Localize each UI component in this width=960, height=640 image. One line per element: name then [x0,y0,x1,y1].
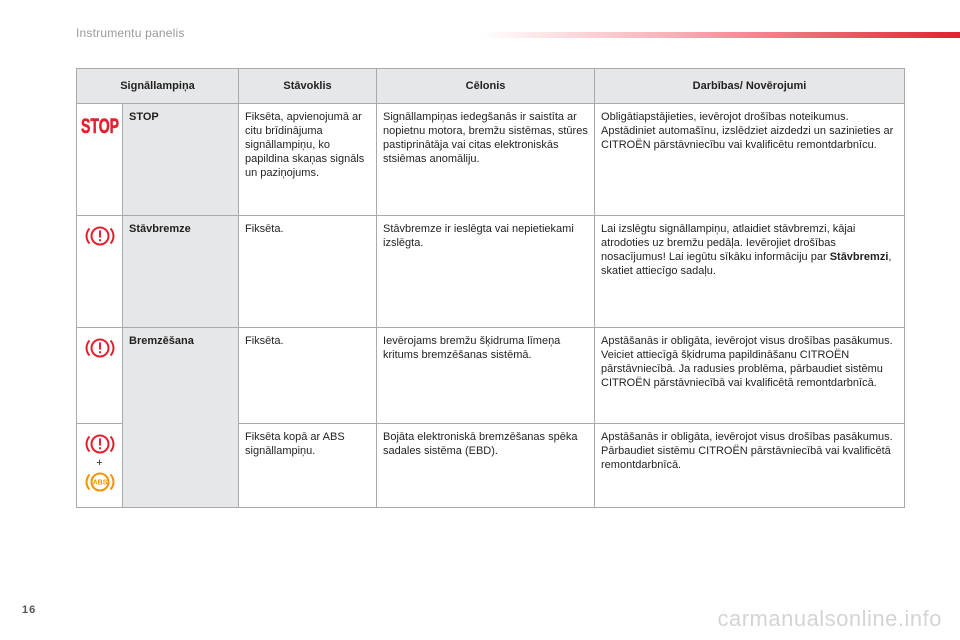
state-cell: Fiksēta, apvienojumā ar citu brīdinājuma signāllampiņu, ko papildina skaņas signāls un paziņojums. [239,104,377,216]
abs-warning-icon [85,470,115,494]
abs-icon-text: ABS [92,479,107,487]
lamp-name: Bremzēšana [123,328,239,508]
header-accent-bar [480,32,960,38]
icon-cell [77,216,123,328]
table-header-row [77,69,905,104]
action-cell [595,216,905,328]
column-header-action: Darbības/ Novērojumi [595,69,905,104]
icon-cell [77,328,123,424]
table-row [77,104,905,216]
warning-lights-table [76,68,905,508]
watermark: carmanualsonline.info [717,606,942,631]
table-row [77,328,905,424]
state-cell: Fiksēta. [239,328,377,424]
lamp-name: Stāvbremze [123,216,239,328]
action-reference-bold: Stāvbremzi [829,251,889,263]
icon-cell [77,424,123,508]
state-cell: Fiksēta. [239,216,377,328]
action-cell: Apstāšanās ir obligāta, ievērojot visus drošības pasākumus. Veiciet attiecīgā šķidruma papildināšanu CITROËN pārstāvniecībā. Ja radusies problēma, pārbaudiet sistēmu CITROËN pārstāvniecībā vai kvalificētā remontdarbnīcā. [595,328,905,424]
icon-cell [77,104,123,216]
cause-cell: Signāllampiņas iedegšanās ir saistīta ar nopietnu motora, bremžu sistēmas, stūres pastiprinātāja vai citas elektroniskās stsiēmas anomāliju. [377,104,595,216]
action-cell: Apstāšanās ir obligāta, ievērojot visus drošības pasākumus. Pārbaudiet sistēmu CITROËN pārstāvniecībā vai kvalificētā remontdarbnīcā. [595,424,905,508]
column-header-state: Stāvoklis [239,69,377,104]
cause-cell: Bojāta elektroniskā bremzēšanas spēka sadales sistēma (EBD). [377,424,595,508]
action-text-end: , skatiet attiecīgo sadaļu. [601,251,892,277]
table-row [77,216,905,328]
column-header-lamp: Signāllampiņa [77,69,239,104]
cause-cell: Ievērojams bremžu šķidruma līmeņa kritums bremzēšanas sistēmā. [377,328,595,424]
stop-icon-text: STOP [80,115,119,138]
page-number: 16 [22,604,37,616]
cause-cell: Stāvbremze ir ieslēgta vai nepietiekami izslēgta. [377,216,595,328]
action-cell: Obligātiapstājieties, ievērojot drošības noteikumus. Apstādiniet automašīnu, izslēdziet aizdedzi un sazinieties ar CITROËN pārstāvniecību vai kvalificētu remontdarbnīcu. [595,104,905,216]
brake-warning-icon [85,224,115,248]
lamp-name: STOP [123,104,239,216]
action-text: Lai izslēgtu signāllampiņu, atlaidiet stāvbremzi, kājai atrodoties uz bremžu pedāļa. Ievērojiet drošības nosacījumus! Lai iegūtu sīkāku informāciju par [601,223,856,263]
column-header-cause: Cēlonis [377,69,595,104]
brake-warning-icon [85,336,115,360]
brake-warning-icon [85,432,115,456]
plus-sign: + [96,457,103,469]
state-cell: Fiksēta kopā ar ABS signāllampiņu. [239,424,377,508]
section-title: Instrumentu panelis [76,26,185,40]
stop-warning-icon [80,114,120,136]
